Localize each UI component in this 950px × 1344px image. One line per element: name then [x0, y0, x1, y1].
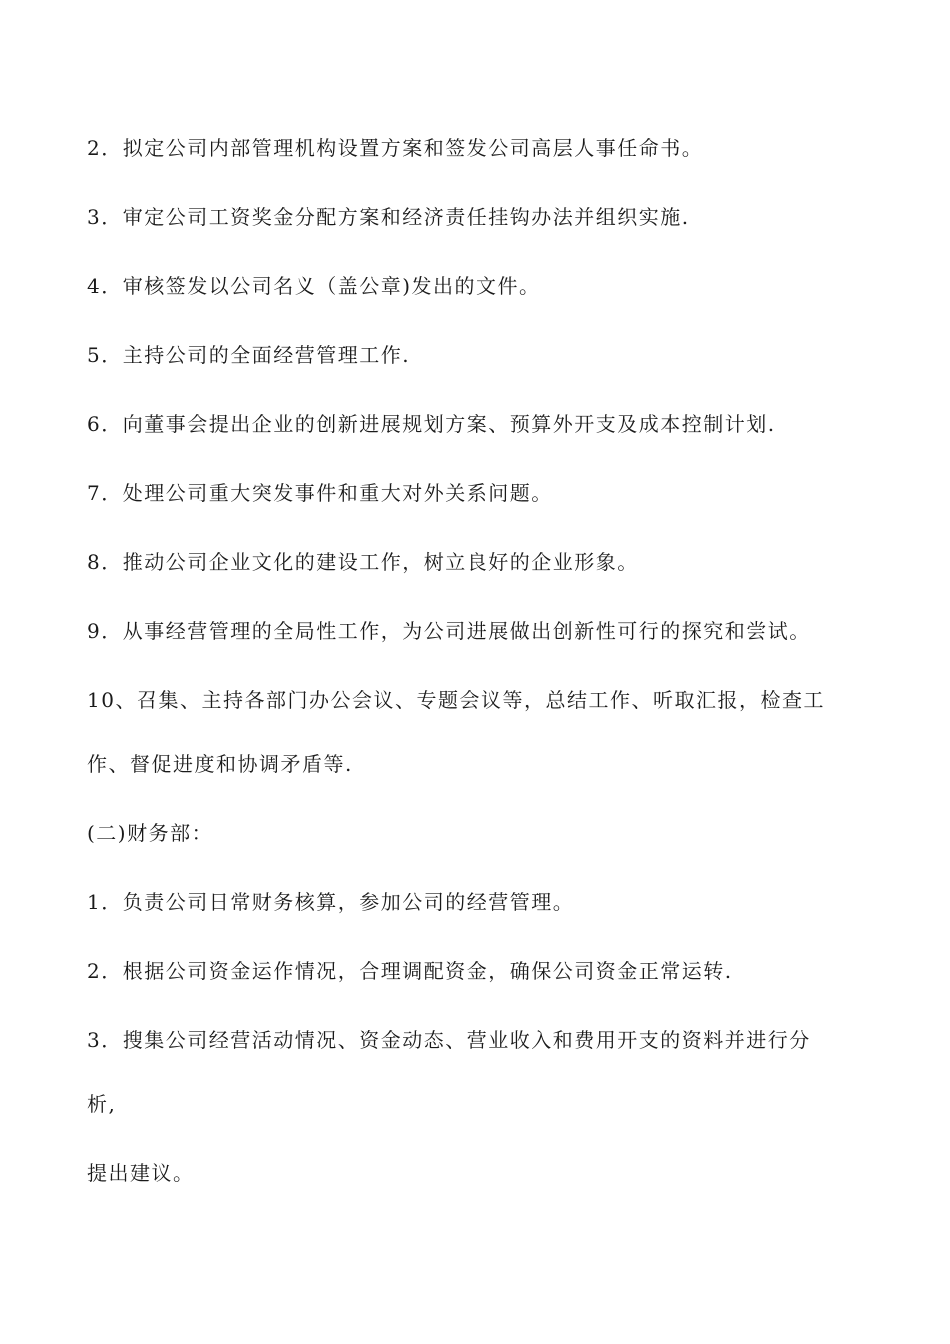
- section-heading: (二)财务部：: [87, 821, 214, 845]
- paragraph-line: 7．处理公司重大突发事件和重大对外关系问题。: [87, 481, 553, 505]
- paragraph-line-continuation: 提出建议。: [87, 1161, 195, 1185]
- paragraph-line: 2．拟定公司内部管理机构设置方案和签发公司高层人事任命书。: [87, 136, 704, 160]
- paragraph-line-continuation: 析,: [87, 1092, 117, 1116]
- paragraph-line: 3．搜集公司经营活动情况、资金动态、营业收入和费用开支的资料并进行分: [87, 1028, 811, 1052]
- paragraph-line: 5．主持公司的全面经营管理工作.: [87, 343, 411, 367]
- paragraph-line: 4．审核签发以公司名义（盖公章)发出的文件。: [87, 274, 541, 298]
- document-body: [87, 131, 857, 1225]
- paragraph-line-continuation: 作、督促进度和协调矛盾等.: [87, 752, 353, 776]
- paragraph-line: 3．审定公司工资奖金分配方案和经济责任挂钩办法并组织实施.: [87, 205, 690, 229]
- paragraph-line: 9．从事经营管理的全局性工作，为公司进展做出创新性可行的探究和尝试。: [87, 619, 811, 643]
- paragraph-line: 8．推动公司企业文化的建设工作，树立良好的企业形象。: [87, 550, 639, 574]
- paragraph-line: 6．向董事会提出企业的创新进展规划方案、预算外开支及成本控制计划.: [87, 412, 776, 436]
- paragraph-line: 1．负责公司日常财务核算，参加公司的经营管理。: [87, 890, 575, 914]
- paragraph-line: 10、召集、主持各部门办公会议、专题会议等，总结工作、听取汇报，检查工: [87, 688, 825, 712]
- paragraph-line: 2．根据公司资金运作情况，合理调配资金，确保公司资金正常运转.: [87, 959, 733, 983]
